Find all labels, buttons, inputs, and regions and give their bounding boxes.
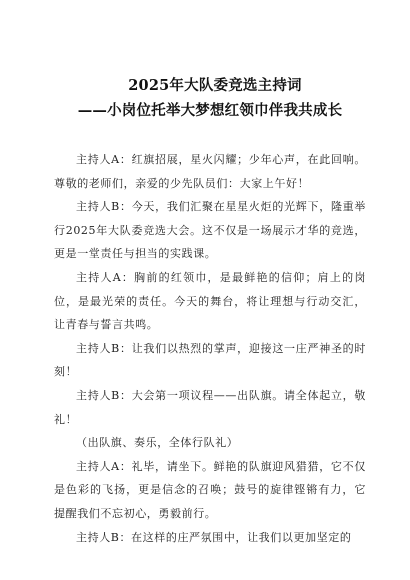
document-title: 2025年大队委竞选主持词 [128, 77, 302, 94]
paragraph: 主持人B：让我们以热烈的掌声，迎接这一庄严神圣的时刻！ [54, 341, 366, 379]
paragraph: （出队旗、奏乐，全体行队礼） [76, 436, 239, 450]
paragraph: 主持人A：礼毕，请坐下。鲜艳的队旗迎风猎猎，它不仅是色彩的飞扬，更是信念的召唤；鼓号的旋律铿锵有力，它提醒我们不忘初心，勇毅前行。 [54, 459, 366, 520]
paragraph: 主持人B：在这样的庄严氛围中，让我们以更加坚定的 [76, 530, 352, 544]
document-body [54, 148, 366, 549]
paragraph: 主持人A：胸前的红领巾，是最鲜艳的信仰；肩上的岗位，是最光荣的责任。今天的舞台，将让理想与行动交汇，让青春与誓言共鸣。 [54, 270, 366, 332]
paragraph: 主持人B：今天，我们汇聚在星星火炬的光辉下，隆重举行2025年大队委竞选大会。这不仅是一场展示才华的竞选，更是一堂责任与担当的实践课。 [54, 200, 366, 261]
document-subtitle: ——小岗位托举大梦想红领巾伴我共成长 [77, 102, 343, 119]
paragraph: 主持人A：红旗招展，星火闪耀；少年心声，在此回响。尊敬的老师们，亲爱的少先队员们：大家上午好！ [54, 153, 366, 190]
paragraph: 主持人B：大会第一项议程——出队旗。请全体起立，敬礼！ [54, 388, 366, 426]
